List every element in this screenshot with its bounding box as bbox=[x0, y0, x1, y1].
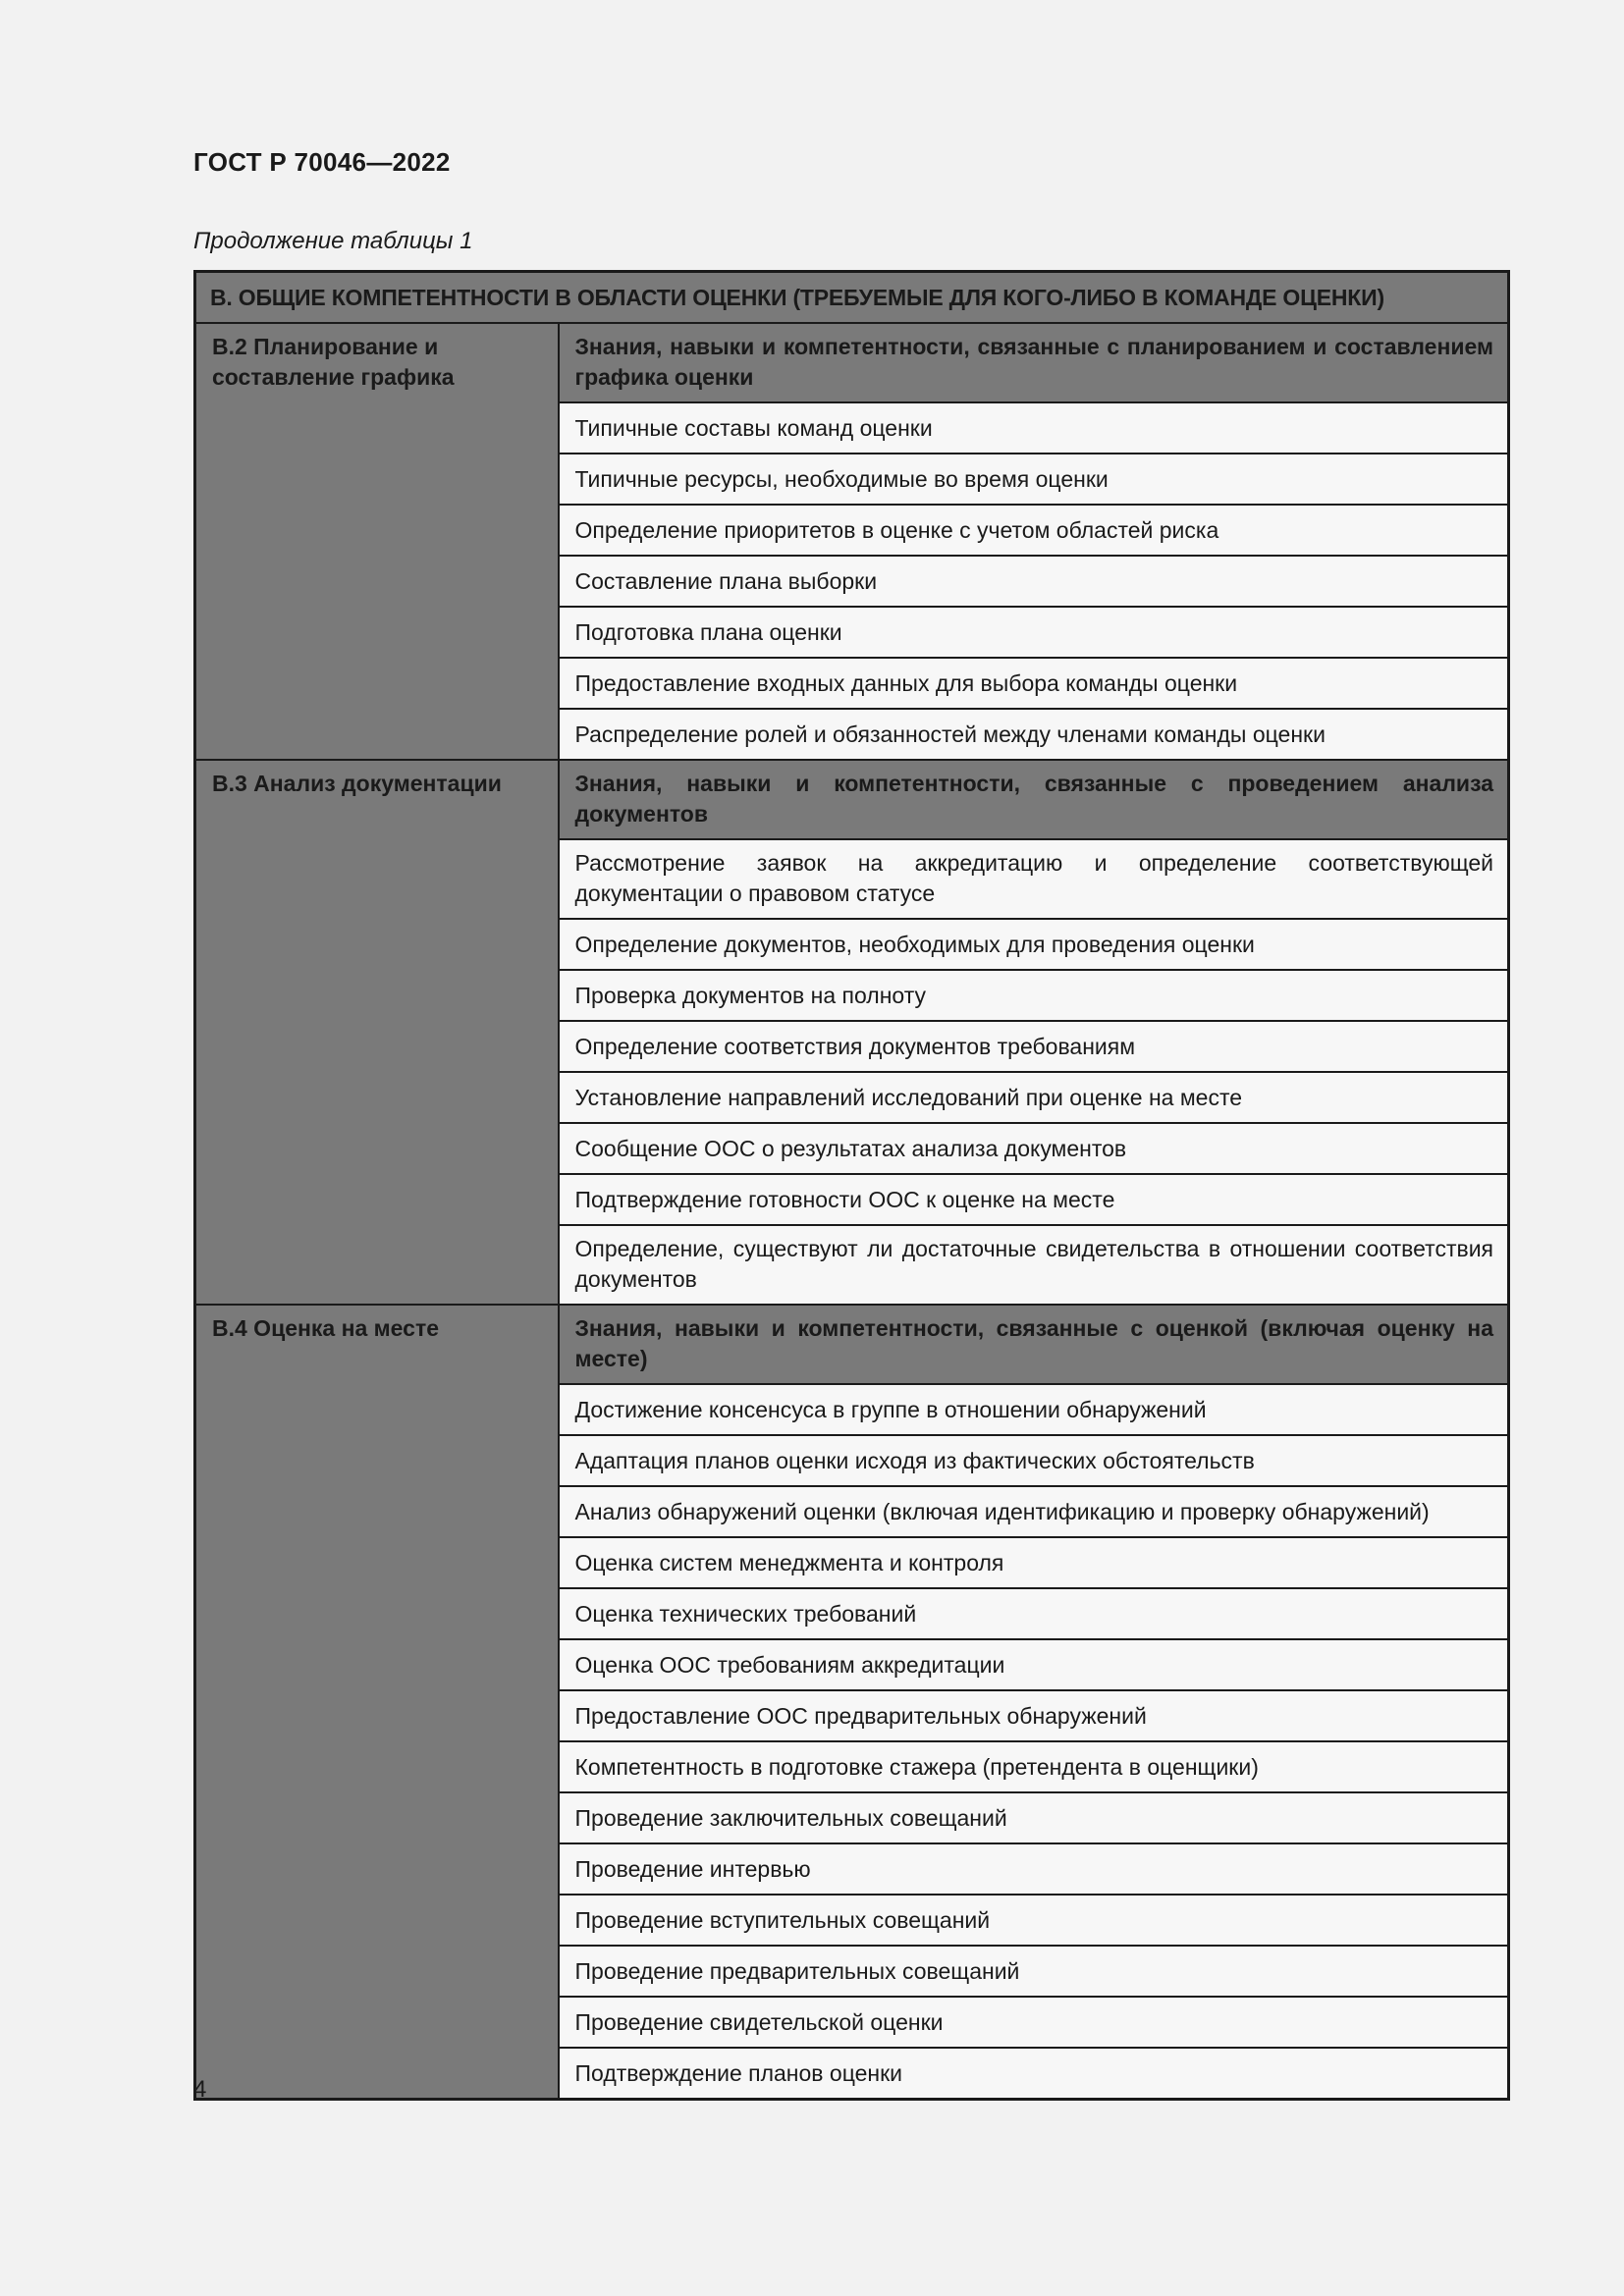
table-cell: Типичные ресурсы, необходимые во время оценки bbox=[559, 454, 1509, 505]
section-title: B. ОБЩИЕ КОМПЕТЕНТНОСТИ В ОБЛАСТИ ОЦЕНКИ (ТРЕБУЕМЫЕ ДЛЯ КОГО-ЛИБО В КОМАНДЕ ОЦЕНКИ) bbox=[195, 272, 1509, 323]
table-cell: Определение, существуют ли достаточные свидетельства в отношении соответствия документов bbox=[559, 1225, 1509, 1305]
competence-table bbox=[193, 270, 1510, 2101]
table-cell: Подтверждение планов оценки bbox=[559, 2048, 1509, 2100]
table-cell: Достижение консенсуса в группе в отношении обнаружений bbox=[559, 1384, 1509, 1435]
table-cell: Типичные составы команд оценки bbox=[559, 402, 1509, 454]
group-label: В.4 Оценка на месте bbox=[195, 1305, 559, 2100]
table-cell: Проведение вступительных совещаний bbox=[559, 1895, 1509, 1946]
table-cell: Анализ обнаружений оценки (включая идентификацию и проверку обнаружений) bbox=[559, 1486, 1509, 1537]
page-number: 4 bbox=[193, 2076, 207, 2103]
table-caption: Продолжение таблицы 1 bbox=[193, 228, 473, 254]
group-title-row bbox=[195, 760, 1509, 839]
table-cell: Рассмотрение заявок на аккредитацию и определение соответствующей документации о правовом статусе bbox=[559, 839, 1509, 919]
table-cell: Подготовка плана оценки bbox=[559, 607, 1509, 658]
group-title-row bbox=[195, 323, 1509, 402]
document-id: ГОСТ Р 70046—2022 bbox=[193, 147, 451, 177]
table-cell: Определение соответствия документов требованиям bbox=[559, 1021, 1509, 1072]
table-cell: Установление направлений исследований при оценке на месте bbox=[559, 1072, 1509, 1123]
table-cell: Проведение заключительных совещаний bbox=[559, 1792, 1509, 1843]
table-cell: Сообщение ООС о результатах анализа документов bbox=[559, 1123, 1509, 1174]
table-cell: Адаптация планов оценки исходя из фактических обстоятельств bbox=[559, 1435, 1509, 1486]
table-cell: Подтверждение готовности ООС к оценке на месте bbox=[559, 1174, 1509, 1225]
table-cell: Определение документов, необходимых для проведения оценки bbox=[559, 919, 1509, 970]
table-cell: Проведение предварительных совещаний bbox=[559, 1946, 1509, 1997]
table-cell: Проведение свидетельской оценки bbox=[559, 1997, 1509, 2048]
table-cell: Составление плана выборки bbox=[559, 556, 1509, 607]
table-cell: Определение приоритетов в оценке с учетом областей риска bbox=[559, 505, 1509, 556]
group-title-row bbox=[195, 1305, 1509, 1384]
group-title: Знания, навыки и компетентности, связанные с проведением анализа документов bbox=[559, 760, 1509, 839]
table-cell: Проверка документов на полноту bbox=[559, 970, 1509, 1021]
table-cell: Предоставление входных данных для выбора команды оценки bbox=[559, 658, 1509, 709]
table-cell: Распределение ролей и обязанностей между членами команды оценки bbox=[559, 709, 1509, 760]
table-cell: Предоставление ООС предварительных обнаружений bbox=[559, 1690, 1509, 1741]
group-title: Знания, навыки и компетентности, связанные с оценкой (включая оценку на месте) bbox=[559, 1305, 1509, 1384]
table-cell: Оценка ООС требованиям аккредитации bbox=[559, 1639, 1509, 1690]
group-title: Знания, навыки и компетентности, связанные с планированием и составлением графика оценки bbox=[559, 323, 1509, 402]
table-cell: Оценка систем менеджмента и контроля bbox=[559, 1537, 1509, 1588]
table-cell: Оценка технических требований bbox=[559, 1588, 1509, 1639]
table-cell: Компетентность в подготовке стажера (претендента в оценщики) bbox=[559, 1741, 1509, 1792]
group-label: В.3 Анализ документации bbox=[195, 760, 559, 1305]
table-cell: Проведение интервью bbox=[559, 1843, 1509, 1895]
group-label: В.2 Планирование и составление графика bbox=[195, 323, 559, 760]
section-header-row bbox=[195, 272, 1509, 323]
